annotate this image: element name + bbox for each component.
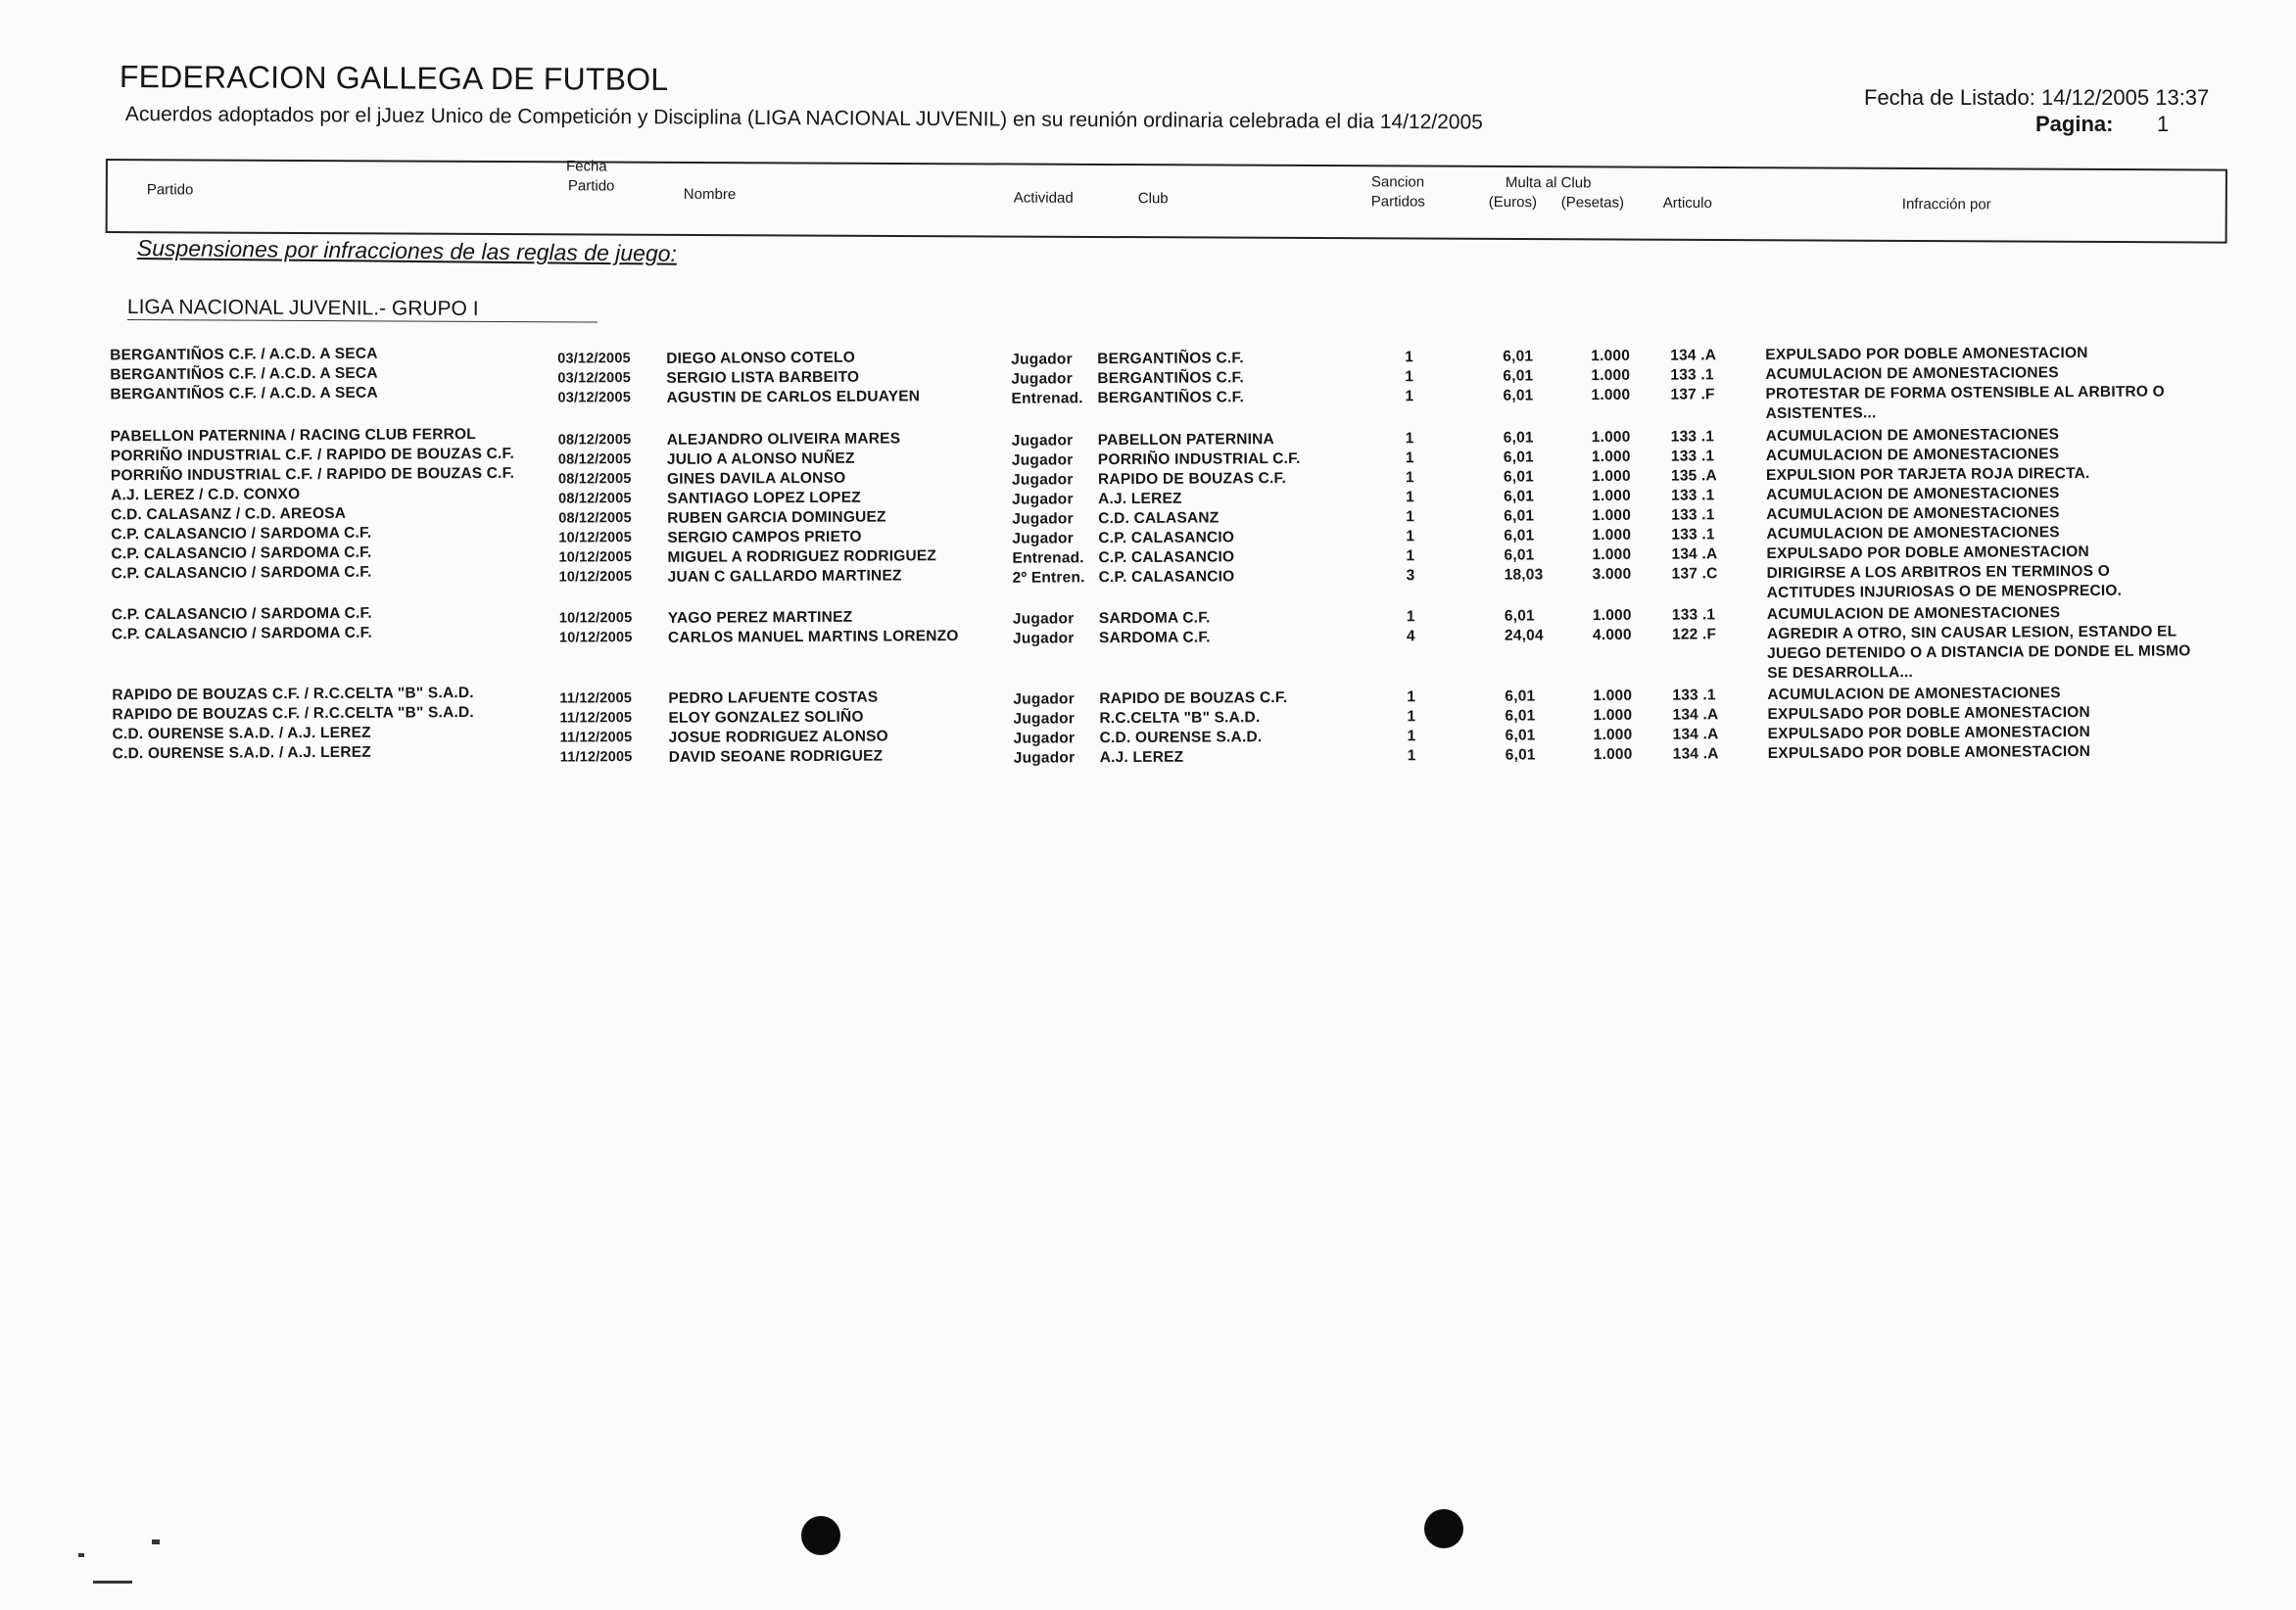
- cell-infraccion: EXPULSADO POR DOBLE AMONESTACION: [1767, 742, 2091, 762]
- cell-euros: 6,01: [1503, 429, 1534, 447]
- cell-articulo: 135 .A: [1670, 467, 1717, 485]
- cell-articulo: 133 .1: [1670, 448, 1715, 465]
- cell-pesetas: 1.000: [1592, 506, 1632, 525]
- cell-infraccion: EXPULSADO POR DOBLE AMONESTACION: [1765, 344, 2088, 363]
- cell-sancion: 4: [1406, 628, 1415, 645]
- cell-partido: C.P. CALASANCIO / SARDOMA C.F.: [111, 544, 372, 563]
- page-label: Pagina:: [2035, 112, 2114, 136]
- cell-actividad: Jugador: [1013, 730, 1076, 747]
- cell-articulo: 137 .F: [1670, 386, 1715, 403]
- cell-actividad: Jugador: [1012, 530, 1074, 547]
- col-fecha-bottom: Partido: [567, 177, 615, 195]
- cell-club: SARDOMA C.F.: [1098, 629, 1211, 647]
- scan-speck: [78, 1553, 84, 1557]
- document-subtitle: Acuerdos adoptados por el jJuez Unico de Competición y Disciplina (LIGA NACIONAL JUVENIL) en su reunión ordinaria celebrada el dia 14/12/2005: [124, 103, 1483, 134]
- cell-sancion: 1: [1405, 388, 1414, 405]
- cell-articulo: 133 .1: [1672, 687, 1716, 704]
- cell-euros: 6,01: [1503, 348, 1534, 365]
- cell-articulo: 133 .1: [1670, 428, 1715, 446]
- cell-actividad: Jugador: [1012, 510, 1074, 528]
- cell-euros: 6,01: [1503, 468, 1535, 486]
- cell-euros: 6,01: [1504, 546, 1535, 564]
- col-infraccion: Infracción por: [1901, 195, 1991, 213]
- cell-infraccion: ACUMULACION DE AMONESTACIONES: [1766, 604, 2061, 623]
- cell-pesetas: 3.000: [1592, 565, 1632, 584]
- cell-fecha: 08/12/2005: [557, 471, 632, 488]
- cell-actividad: Jugador: [1011, 451, 1074, 469]
- group-title: LIGA NACIONAL JUVENIL.- GRUPO I: [126, 296, 479, 320]
- cell-partido: A.J. LEREZ / C.D. CONXO: [111, 486, 301, 504]
- cell-club: A.J. LEREZ: [1098, 490, 1182, 508]
- cell-club: RAPIDO DE BOUZAS C.F.: [1099, 688, 1288, 708]
- cell-actividad: 2º Entren.: [1012, 569, 1085, 587]
- cell-pesetas: 1.000: [1591, 386, 1631, 404]
- cell-nombre: RUBEN GARCIA DOMINGUEZ: [667, 508, 886, 527]
- cell-actividad: Jugador: [1012, 491, 1074, 508]
- col-sancion-top: Sancion: [1370, 173, 1425, 191]
- cell-actividad: Jugador: [1011, 370, 1073, 388]
- cell-infraccion: JUEGO DETENIDO O A DISTANCIA DE DONDE EL MISMO: [1767, 642, 2191, 662]
- cell-sancion: 1: [1406, 608, 1415, 626]
- col-nombre: Nombre: [683, 185, 737, 204]
- cell-fecha: 10/12/2005: [558, 530, 632, 546]
- cell-nombre: PEDRO LAFUENTE COSTAS: [668, 688, 879, 707]
- cell-club: SARDOMA C.F.: [1098, 609, 1211, 628]
- cell-infraccion: DIRIGIRSE A LOS ARBITROS EN TERMINOS O: [1766, 562, 2110, 582]
- cell-actividad: Jugador: [1011, 351, 1073, 368]
- cell-euros: 6,01: [1504, 607, 1535, 625]
- cell-fecha: 10/12/2005: [558, 630, 633, 646]
- cell-nombre: CARLOS MANUEL MARTINS LORENZO: [667, 628, 959, 646]
- cell-partido: C.D. OURENSE S.A.D. / A.J. LEREZ: [112, 743, 371, 763]
- cell-infraccion: ACUMULACION DE AMONESTACIONES: [1766, 485, 2060, 503]
- cell-partido: PABELLON PATERNINA / RACING CLUB FERROL: [110, 426, 476, 446]
- cell-club: BERGANTIÑOS C.F.: [1097, 389, 1245, 407]
- cell-sancion: 1: [1407, 708, 1416, 726]
- cell-articulo: 134 .A: [1670, 347, 1717, 364]
- cell-infraccion: SE DESARROLLA...: [1767, 664, 1914, 682]
- cell-infraccion: ACUMULACION DE AMONESTACIONES: [1766, 524, 2060, 543]
- scan-speck: [93, 1581, 132, 1584]
- cell-club: A.J. LEREZ: [1099, 748, 1184, 767]
- cell-sancion: 1: [1407, 688, 1416, 706]
- cell-articulo: 134 .A: [1672, 726, 1719, 743]
- cell-sancion: 3: [1406, 567, 1415, 585]
- cell-infraccion: PROTESTAR DE FORMA OSTENSIBLE AL ARBITRO O: [1765, 383, 2165, 402]
- col-pesetas: (Pesetas): [1560, 194, 1625, 212]
- cell-pesetas: 1.000: [1591, 428, 1631, 447]
- cell-club: C.D. CALASANZ: [1098, 509, 1220, 528]
- cell-actividad: Jugador: [1011, 471, 1074, 489]
- cell-partido: RAPIDO DE BOUZAS C.F. / R.C.CELTA "B" S.A.D.: [112, 685, 474, 704]
- cell-pesetas: 1.000: [1593, 687, 1633, 705]
- cell-fecha: 03/12/2005: [557, 351, 631, 367]
- cell-euros: 18,03: [1504, 566, 1544, 584]
- cell-fecha: 11/12/2005: [559, 749, 633, 766]
- cell-pesetas: 1.000: [1591, 448, 1631, 466]
- cell-infraccion: ACUMULACION DE AMONESTACIONES: [1766, 504, 2060, 523]
- cell-club: PABELLON PATERNINA: [1097, 431, 1274, 450]
- cell-articulo: 134 .A: [1672, 706, 1719, 724]
- cell-club: BERGANTIÑOS C.F.: [1097, 369, 1245, 388]
- cell-partido: C.P. CALASANCIO / SARDOMA C.F.: [111, 624, 373, 643]
- cell-euros: 6,01: [1505, 687, 1536, 705]
- cell-club: R.C.CELTA "B" S.A.D.: [1099, 709, 1261, 728]
- cell-fecha: 08/12/2005: [558, 510, 632, 527]
- cell-pesetas: 1.000: [1592, 545, 1632, 564]
- cell-actividad: Jugador: [1012, 630, 1075, 647]
- cell-infraccion: ACUMULACION DE AMONESTACIONES: [1767, 685, 2061, 703]
- cell-sancion: 1: [1405, 469, 1414, 487]
- cell-partido: C.P. CALASANCIO / SARDOMA C.F.: [111, 524, 372, 544]
- cell-infraccion: ASISTENTES...: [1765, 404, 1877, 422]
- cell-euros: 6,01: [1503, 367, 1534, 385]
- cell-nombre: GINES DAVILA ALONSO: [666, 469, 846, 488]
- cell-sancion: 1: [1407, 728, 1416, 745]
- cell-fecha: 11/12/2005: [559, 690, 633, 707]
- cell-nombre: SERGIO CAMPOS PRIETO: [667, 528, 862, 546]
- cell-club: C.P. CALASANCIO: [1098, 529, 1235, 547]
- organization-title: FEDERACION GALLEGA DE FUTBOL: [119, 59, 669, 97]
- cell-actividad: Entrenad.: [1011, 390, 1083, 407]
- cell-infraccion: ACUMULACION DE AMONESTACIONES: [1765, 364, 2059, 383]
- cell-fecha: 11/12/2005: [559, 710, 633, 727]
- cell-infraccion: EXPULSADO POR DOBLE AMONESTACION: [1766, 543, 2089, 562]
- cell-partido: BERGANTIÑOS C.F. / A.C.D. A SECA: [110, 364, 378, 384]
- cell-articulo: 133 .1: [1670, 366, 1714, 384]
- cell-partido: BERGANTIÑOS C.F. / A.C.D. A SECA: [110, 345, 378, 364]
- punch-hole-left: [801, 1516, 840, 1555]
- cell-club: RAPIDO DE BOUZAS C.F.: [1097, 469, 1286, 489]
- cell-actividad: Jugador: [1013, 690, 1075, 708]
- cell-fecha: 11/12/2005: [559, 730, 633, 746]
- cell-pesetas: 1.000: [1592, 487, 1631, 505]
- cell-actividad: Jugador: [1011, 432, 1074, 450]
- cell-nombre: MIGUEL A RODRIGUEZ RODRIGUEZ: [667, 547, 937, 566]
- cell-articulo: 133 .1: [1671, 526, 1715, 544]
- cell-euros: 6,01: [1504, 507, 1535, 525]
- cell-euros: 24,04: [1504, 627, 1544, 644]
- cell-club: PORRIÑO INDUSTRIAL C.F.: [1097, 450, 1301, 469]
- cell-nombre: SANTIAGO LOPEZ LOPEZ: [667, 489, 861, 507]
- cell-partido: RAPIDO DE BOUZAS C.F. / R.C.CELTA "B" S.A.D.: [112, 704, 474, 724]
- cell-club: C.P. CALASANCIO: [1098, 548, 1235, 567]
- punch-hole-right: [1424, 1509, 1463, 1548]
- cell-nombre: SERGIO LISTA BARBEITO: [666, 368, 860, 387]
- cell-nombre: DAVID SEOANE RODRIGUEZ: [668, 747, 884, 766]
- cell-actividad: Jugador: [1012, 610, 1075, 628]
- section-title: Suspensiones por infracciones de las reglas de juego:: [136, 235, 678, 266]
- cell-euros: 6,01: [1505, 707, 1536, 725]
- cell-nombre: YAGO PEREZ MARTINEZ: [667, 608, 853, 627]
- cell-articulo: 133 .1: [1671, 506, 1715, 524]
- cell-fecha: 08/12/2005: [558, 491, 632, 507]
- cell-pesetas: 1.000: [1593, 726, 1633, 744]
- cell-sancion: 1: [1405, 430, 1414, 448]
- cell-pesetas: 1.000: [1592, 606, 1632, 625]
- cell-fecha: 08/12/2005: [557, 451, 632, 468]
- cell-infraccion: AGREDIR A OTRO, SIN CAUSAR LESION, ESTANDO EL: [1766, 623, 2177, 642]
- cell-partido: C.P. CALASANCIO / SARDOMA C.F.: [111, 604, 372, 624]
- listing-date: Fecha de Listado: 14/12/2005 13:37: [1864, 85, 2210, 110]
- col-club: Club: [1137, 190, 1169, 208]
- cell-fecha: 03/12/2005: [557, 390, 632, 406]
- cell-partido: PORRIÑO INDUSTRIAL C.F. / RAPIDO DE BOUZAS C.F.: [110, 445, 515, 465]
- cell-fecha: 10/12/2005: [558, 569, 633, 586]
- cell-pesetas: 1.000: [1591, 467, 1631, 486]
- cell-infraccion: ACUMULACION DE AMONESTACIONES: [1765, 426, 2060, 445]
- cell-pesetas: 1.000: [1592, 526, 1632, 545]
- cell-nombre: JUAN C GALLARDO MARTINEZ: [667, 567, 902, 586]
- cell-sancion: 1: [1407, 747, 1416, 765]
- cell-fecha: 03/12/2005: [557, 370, 631, 387]
- cell-sancion: 1: [1406, 547, 1415, 565]
- cell-pesetas: 1.000: [1593, 745, 1633, 764]
- cell-euros: 6,01: [1504, 488, 1535, 505]
- cell-nombre: AGUSTIN DE CARLOS ELDUAYEN: [666, 388, 921, 406]
- col-multa-top: Multa al Club: [1505, 173, 1592, 192]
- cell-partido: C.P. CALASANCIO / SARDOMA C.F.: [111, 563, 372, 583]
- cell-nombre: JULIO A ALONSO NUÑEZ: [666, 450, 855, 468]
- cell-articulo: 133 .1: [1671, 606, 1716, 624]
- cell-articulo: 122 .F: [1671, 626, 1717, 643]
- col-fecha-top: Fecha: [565, 158, 607, 175]
- cell-nombre: JOSUE RODRIGUEZ ALONSO: [668, 728, 888, 746]
- cell-infraccion: EXPULSADO POR DOBLE AMONESTACION: [1767, 703, 2090, 723]
- cell-articulo: 137 .C: [1671, 565, 1718, 583]
- cell-sancion: 1: [1406, 508, 1415, 526]
- cell-euros: 6,01: [1503, 449, 1534, 466]
- cell-club: BERGANTIÑOS C.F.: [1097, 350, 1244, 368]
- cell-club: C.D. OURENSE S.A.D.: [1099, 729, 1263, 747]
- cell-euros: 6,01: [1505, 727, 1536, 744]
- cell-fecha: 10/12/2005: [558, 610, 633, 627]
- cell-pesetas: 1.000: [1591, 366, 1631, 385]
- cell-sancion: 1: [1405, 349, 1414, 366]
- cell-partido: C.D. OURENSE S.A.D. / A.J. LEREZ: [112, 724, 371, 743]
- cell-sancion: 1: [1405, 450, 1414, 467]
- cell-fecha: 08/12/2005: [557, 432, 632, 449]
- col-articulo: Articulo: [1662, 194, 1712, 213]
- cell-actividad: Jugador: [1013, 710, 1076, 728]
- scan-speck: [152, 1539, 160, 1544]
- cell-infraccion: EXPULSADO POR DOBLE AMONESTACION: [1767, 723, 2091, 742]
- cell-euros: 6,01: [1504, 527, 1535, 545]
- cell-articulo: 133 .1: [1671, 487, 1715, 504]
- cell-actividad: Entrenad.: [1012, 549, 1084, 567]
- cell-sancion: 1: [1406, 528, 1415, 545]
- cell-infraccion: ACUMULACION DE AMONESTACIONES: [1765, 446, 2060, 464]
- cell-pesetas: 4.000: [1592, 626, 1632, 644]
- cell-nombre: ALEJANDRO OLIVEIRA MARES: [666, 430, 901, 449]
- cell-pesetas: 1.000: [1593, 706, 1633, 725]
- cell-club: C.P. CALASANCIO: [1098, 568, 1235, 587]
- cell-pesetas: 1.000: [1591, 347, 1631, 365]
- col-sancion-bottom: Partidos: [1370, 193, 1425, 211]
- page-number: 1: [2157, 112, 2170, 136]
- cell-euros: 6,01: [1505, 746, 1536, 764]
- cell-articulo: 134 .A: [1671, 545, 1718, 563]
- cell-partido: C.D. CALASANZ / C.D. AREOSA: [111, 504, 347, 524]
- cell-euros: 6,01: [1503, 387, 1534, 404]
- cell-nombre: DIEGO ALONSO COTELO: [666, 349, 855, 367]
- col-partido: Partido: [146, 181, 194, 199]
- col-euros: (Euros): [1488, 193, 1538, 212]
- cell-infraccion: ACTITUDES INJURIOSAS O DE MENOSPRECIO.: [1766, 582, 2123, 601]
- cell-nombre: ELOY GONZALEZ SOLIÑO: [668, 708, 864, 727]
- col-actividad: Actividad: [1013, 189, 1074, 207]
- cell-partido: PORRIÑO INDUSTRIAL C.F. / RAPIDO DE BOUZAS C.F.: [110, 464, 515, 485]
- cell-articulo: 134 .A: [1672, 745, 1719, 763]
- cell-partido: BERGANTIÑOS C.F. / A.C.D. A SECA: [110, 384, 378, 403]
- cell-infraccion: EXPULSION POR TARJETA ROJA DIRECTA.: [1765, 464, 2090, 484]
- cell-actividad: Jugador: [1013, 749, 1076, 767]
- cell-sancion: 1: [1405, 368, 1414, 386]
- cell-sancion: 1: [1406, 489, 1415, 506]
- cell-fecha: 10/12/2005: [558, 549, 633, 566]
